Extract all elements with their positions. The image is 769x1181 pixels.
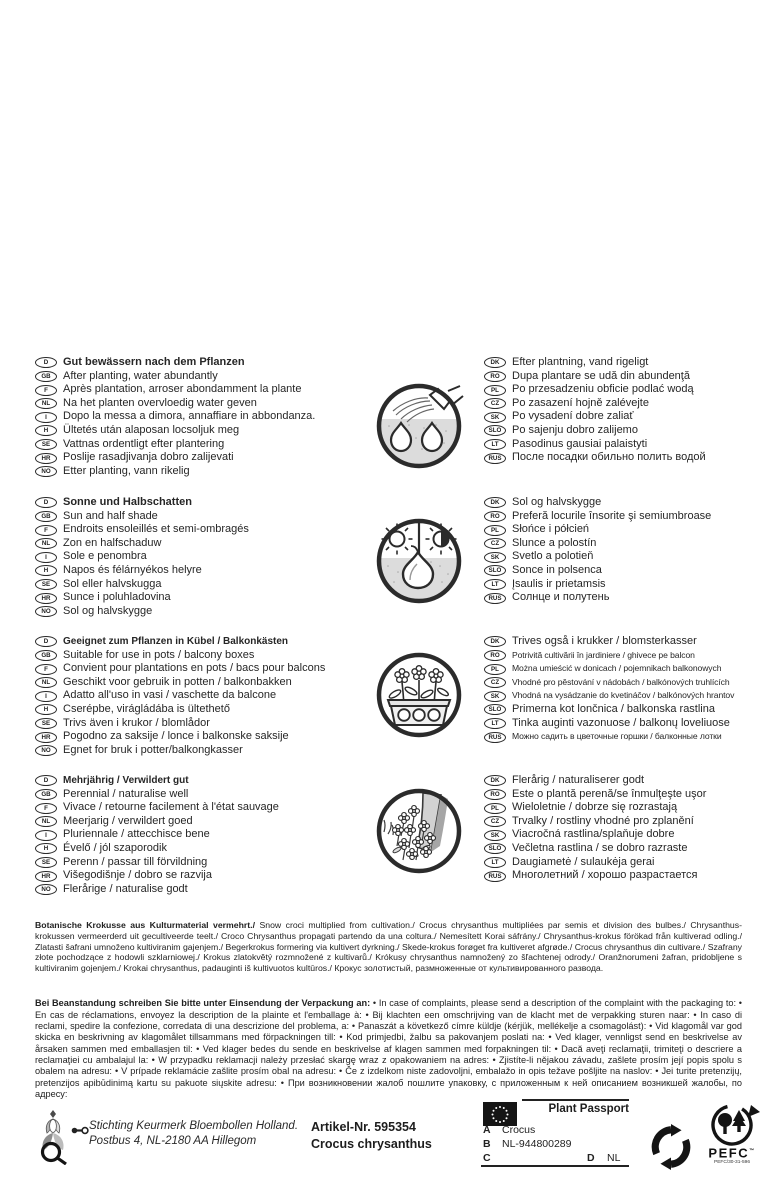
pefc-trademark-symbol: ™	[749, 1148, 756, 1154]
language-code-badge: D	[35, 357, 57, 368]
language-row	[35, 438, 377, 452]
instruction-text: Sun and half shade	[63, 509, 158, 522]
language-code-badge: HR	[35, 453, 57, 464]
language-code-badge: PL	[484, 803, 506, 814]
language-row	[484, 510, 747, 524]
language-code-badge: SLO	[484, 704, 506, 715]
plant-passport-label-d: D	[587, 1152, 595, 1164]
language-row	[484, 703, 747, 717]
language-row	[35, 788, 377, 802]
instruction-text: Vhodná na vysádzanie do kvetináčov / balkónových hrantov	[512, 690, 735, 701]
language-row	[35, 605, 377, 619]
language-row	[35, 689, 377, 703]
sun-half-shade-icon	[374, 516, 464, 606]
plant-passport-value-d: NL	[607, 1152, 621, 1164]
language-code-badge: F	[35, 525, 57, 536]
instruction-text: Sol og halvskygge	[63, 604, 153, 617]
language-row	[484, 828, 747, 842]
instruction-text: Flerårige / naturalise godt	[63, 882, 188, 895]
plant-passport-box	[481, 1099, 629, 1167]
language-code-badge: SE	[35, 857, 57, 868]
instruction-text: Dupa plantare se udă din abundenţă	[512, 369, 690, 382]
language-row	[35, 550, 377, 564]
instruction-text: Po zasazení hojně zalévejte	[512, 396, 649, 409]
language-code-badge: CZ	[484, 398, 506, 409]
language-code-badge: SK	[484, 552, 506, 563]
instruction-text: Vivace / retourne facilement à l'état sauvage	[63, 801, 279, 814]
language-column-left	[35, 635, 377, 757]
instruction-text: Mehrjährig / Verwildert gut	[63, 775, 189, 786]
language-column-left	[35, 356, 377, 478]
watering-icon	[374, 381, 464, 471]
instruction-text: Etter planting, vann rikelig	[63, 464, 190, 477]
language-row	[484, 635, 747, 649]
language-row	[484, 356, 747, 370]
key-icon	[71, 1122, 89, 1131]
language-row	[35, 537, 377, 551]
language-code-badge: RO	[484, 789, 506, 800]
instruction-text: Preferă locurile însorite şi semiumbroase	[512, 509, 712, 522]
instruction-text: Sol og halvskygge	[512, 496, 602, 508]
producer-address-line2: Postbus 4, NL-2180 AA Hillegom	[89, 1135, 257, 1147]
language-row	[35, 397, 377, 411]
language-code-badge: CZ	[484, 538, 506, 549]
language-code-badge: RUS	[484, 453, 506, 464]
instruction-text: Po sajenju dobro zalijemo	[512, 423, 638, 436]
language-code-badge: HR	[35, 871, 57, 882]
pefc-wordmark	[698, 1145, 766, 1159]
instruction-text: Pluriennale / attecchisce bene	[63, 828, 210, 841]
language-row	[484, 869, 747, 883]
pefc-license-number: PEFC/30-31-596	[714, 1160, 750, 1166]
instruction-text: Można umieścić w donicach / pojemnikach balkonowych	[512, 663, 722, 674]
language-column-left	[35, 774, 377, 896]
instruction-text: Adatto all'uso in vasi / vaschette da balcone	[63, 689, 277, 702]
pefc-name-text: PEFC	[708, 1145, 750, 1161]
language-row	[484, 451, 747, 465]
complaints-paragraph	[35, 998, 742, 1100]
language-code-badge: NO	[35, 466, 57, 477]
instruction-text: Convient pour plantations en pots / bacs pour balcons	[63, 662, 326, 675]
language-row	[484, 842, 747, 856]
complaints-text: • In case of complaints, please send a description of the complaint with the packaging to: • En cas de réclamations, envoyez la description de la plainte et l'emballage à: • Bij klachten een omschrijving van de klacht met de verpakking sturen naar: • In caso di reclami, spedire la confezione, corredata di una descrizione del problema, a: • Panaszát a következő címre küldje (kérjük, mellékelje a csomagolást): • Vid klagomål var god skicka en beskrivning av klagomålet tillsammans med förpackningen till: • Kod primjedbi, žalbu sa pakovanjem poslati na: • Ved klager, vennligst send en beskrivelse av årsaken sammen med emballasjen til: • Ved klager bedes du sende en beskrivelse af klagen sammen med forpakningen til: • Dacă aveţi reclamaţii, trimiteţi o descriere a reclamaţiei cu ambalajul la: • W przypadku reklamacji należy przesłać skargę wraz z opakowaniem na adres: • Zjistíte-li nějakou závadu, zašlete prosím její popis spolu s obalem na adresu: • V prípade reklamácie zašlite prosím obal na adresu: • Če z izdelkom niste zadovoljni, embalažo in opis težave pošljite na naslov: • Jei turite pretenzijų, pretenzijos apibūdinimą kartu su pakuote siųskite adresu: • При возникновении жалоб пошлите упаковку, с приложенным к ней описанием возникшей жалобы, по адресу:	[35, 998, 742, 1099]
instruction-text: Gut bewässern nach dem Pflanzen	[63, 356, 245, 368]
language-code-badge: NL	[35, 677, 57, 688]
instruction-text: Na het planten overvloedig water geven	[63, 396, 257, 409]
language-row	[35, 869, 377, 883]
instruction-text: Trvalky / rostliny vhodné pro zplanění	[512, 814, 694, 827]
instruction-text: Daugiametė / sulaukėja gerai	[512, 855, 655, 868]
instruction-text: Po vysadení dobre zaliať	[512, 410, 634, 423]
language-row	[484, 370, 747, 384]
instruction-text: Wieloletnie / dobrze się rozrastają	[512, 801, 678, 814]
language-code-badge: LT	[484, 579, 506, 590]
language-column-right	[484, 356, 747, 465]
language-row	[35, 424, 377, 438]
plant-passport-value-a: Crocus	[502, 1124, 536, 1136]
language-row	[35, 662, 377, 676]
instruction-text: Efter plantning, vand rigeligt	[512, 356, 649, 368]
language-row	[484, 815, 747, 829]
instruction-text: Geschikt voor gebruik in potten / balkonbakken	[63, 675, 292, 688]
plant-passport-top-rule	[522, 1099, 629, 1101]
language-code-badge: HR	[35, 732, 57, 743]
recycle-green-dot-icon	[648, 1124, 694, 1170]
botanical-origin-paragraph	[35, 920, 742, 975]
instruction-text: Słońce i półcień	[512, 523, 590, 536]
instruction-text: Pogodno za saksije / lonce i balkonske saksije	[63, 730, 289, 743]
instruction-text: Tinka auginti vazonuose / balkonų loveliuose	[512, 716, 730, 729]
instruction-text: Egnet for bruk i potter/balkongkasser	[63, 743, 243, 756]
instruction-text: Sunce i poluhladovina	[63, 591, 171, 604]
language-row	[35, 465, 377, 479]
language-code-badge: SK	[484, 830, 506, 841]
language-code-badge: NL	[35, 816, 57, 827]
botanical-origin-text: Snow croci multiplied from cultivation./ Crocus chrysanthus multipliées par semis et division des bulbes./ Chrysanthus-krokussen vermeerderd uit gecultiveerde teelt./ Croco Chrysanthus propagati partendo da una coltura./ Nemesített Korai sáfrány./ Chrysanthus-krokus förökad från kultiverad odling./ Zlatasti šafrani umnoženo kultiviranim gajenjem./ Begerkrokus formering via kultivert dyrkning./ Skede-krokus forøget fra kultiveret afgrøde./ Crocus chrysanthus din cultivare./ Szafrany złote pochodzące z hodowli szklarniowej./ Krokus zlatokvětý rozmnožené z kultivarů./ Krókusy chrysanthus namnožený zo šľachtenej odrody./ Oranžnorumeni žafran, pridobljene s kultiviranim gojenjem./ Krokai chrysanthus, padauginti iš kultivuotos kultūros./ Крокус золотистый, размноженные от культивированного развода.	[35, 919, 743, 974]
language-code-badge: HR	[35, 593, 57, 604]
instruction-text: Trives også i krukker / blomsterkasser	[512, 635, 697, 647]
language-row	[484, 496, 747, 510]
language-row	[484, 649, 747, 663]
producer-address-line1: Stichting Keurmerk Bloembollen Holland.	[89, 1120, 299, 1132]
language-code-badge: H	[35, 843, 57, 854]
language-row	[35, 496, 377, 510]
language-code-badge: F	[35, 803, 57, 814]
language-code-badge: SK	[484, 691, 506, 702]
language-code-badge: SLO	[484, 843, 506, 854]
instruction-text: Primerna kot lončnica / balkonska rastlina	[512, 702, 715, 715]
language-code-badge: RUS	[484, 593, 506, 604]
language-row	[35, 856, 377, 870]
eu-flag	[483, 1102, 517, 1126]
language-row	[35, 451, 377, 465]
language-code-badge: CZ	[484, 816, 506, 827]
language-code-badge: NO	[35, 606, 57, 617]
language-code-badge: NL	[35, 398, 57, 409]
language-row	[35, 828, 377, 842]
instruction-text: Slunce a polostín	[512, 536, 597, 549]
language-code-badge: SE	[35, 579, 57, 590]
language-row	[35, 730, 377, 744]
instruction-text: Dopo la messa a dimora, annaffiare in abbondanza.	[63, 410, 316, 423]
language-column-right	[484, 635, 747, 744]
instruction-text: Après plantation, arroser abondamment la plante	[63, 383, 302, 396]
language-code-badge: NO	[35, 884, 57, 895]
language-code-badge: D	[35, 636, 57, 647]
instruction-text: Многолетний / хорошо разрастается	[512, 869, 698, 882]
language-row	[484, 856, 747, 870]
instruction-text: Ültetés után alaposan locsoljuk meg	[63, 423, 240, 436]
instruction-text: Potrivită cultivării în jardiniere / ghivece pe balcon	[512, 649, 695, 660]
instruction-text: Sol eller halvskugga	[63, 577, 162, 590]
language-row	[35, 410, 377, 424]
language-code-badge: DK	[484, 636, 506, 647]
instruction-text: Perennial / naturalise well	[63, 787, 189, 800]
language-row	[35, 578, 377, 592]
instruction-text: Trivs även i krukor / blomlådor	[63, 716, 210, 729]
language-code-badge: GB	[35, 511, 57, 522]
plant-passport-title: Plant Passport	[548, 1103, 629, 1115]
language-code-badge: DK	[484, 357, 506, 368]
keurmerk-bloembollen-logo	[36, 1109, 70, 1165]
language-code-badge: I	[35, 691, 57, 702]
language-code-badge: SLO	[484, 425, 506, 436]
plant-passport-row-a	[483, 1124, 535, 1136]
language-row	[35, 383, 377, 397]
instruction-text: Įsaulis ir prietamsis	[512, 577, 606, 590]
language-code-badge: H	[35, 704, 57, 715]
language-row	[35, 703, 377, 717]
plant-passport-label-a: A	[483, 1124, 491, 1136]
language-code-badge: F	[35, 664, 57, 675]
instruction-text: Este o plantă perenă/se înmulţeşte uşor	[512, 787, 707, 800]
language-code-badge: SK	[484, 412, 506, 423]
instruction-text: Večletna rastlina / se dobro razraste	[512, 841, 688, 854]
language-row	[484, 537, 747, 551]
language-column-left	[35, 496, 377, 618]
language-column-right	[484, 496, 747, 605]
language-code-badge: F	[35, 385, 57, 396]
instruction-text: Sonne und Halbschatten	[63, 496, 192, 508]
language-row	[35, 356, 377, 370]
language-row	[35, 744, 377, 758]
language-code-badge: LT	[484, 439, 506, 450]
language-row	[484, 397, 747, 411]
language-code-badge: PL	[484, 385, 506, 396]
language-row	[35, 815, 377, 829]
language-code-badge: RUS	[484, 732, 506, 743]
language-row	[484, 410, 747, 424]
plant-passport-label-b: B	[483, 1138, 491, 1150]
plant-passport-bottom-rule	[481, 1165, 629, 1167]
language-code-badge: I	[35, 552, 57, 563]
language-row	[484, 801, 747, 815]
instruction-text: Vattnas ordentligt efter plantering	[63, 437, 225, 450]
language-code-badge: GB	[35, 371, 57, 382]
instruction-text: Évelő / jól szaporodik	[63, 841, 167, 854]
language-column-right	[484, 774, 747, 883]
language-row	[484, 662, 747, 676]
language-code-badge: SLO	[484, 565, 506, 576]
language-row	[484, 689, 747, 703]
instruction-text: Endroits ensoleillés et semi-ombragés	[63, 523, 249, 536]
language-code-badge: RO	[484, 371, 506, 382]
instruction-text: После посадки обильно полить водой	[512, 451, 706, 464]
instruction-text: Pasodinus gausiai palaistyti	[512, 437, 648, 450]
language-code-badge: SE	[35, 718, 57, 729]
instruction-text: Svetlo a polotieň	[512, 550, 594, 563]
instruction-text: Zon en halfschaduw	[63, 536, 162, 549]
product-name: Crocus chrysanthus	[311, 1137, 432, 1151]
language-row	[484, 788, 747, 802]
instruction-text: After planting, water abundantly	[63, 369, 218, 382]
instruction-text: Viacročná rastlina/splaňuje dobre	[512, 828, 675, 841]
language-row	[484, 730, 747, 744]
language-row	[484, 774, 747, 788]
language-code-badge: RO	[484, 511, 506, 522]
instruction-text: Vhodné pro pěstování v nádobách / balkónových truhlících	[512, 676, 730, 687]
language-row	[35, 649, 377, 663]
language-code-badge: LT	[484, 857, 506, 868]
language-row	[35, 564, 377, 578]
plant-passport-label-c: C	[483, 1152, 491, 1164]
language-code-badge: SE	[35, 439, 57, 450]
language-code-badge: GB	[35, 789, 57, 800]
language-code-badge: DK	[484, 497, 506, 508]
language-code-badge: NL	[35, 538, 57, 549]
language-code-badge: I	[35, 830, 57, 841]
article-info	[311, 1119, 432, 1153]
language-row	[35, 510, 377, 524]
botanical-origin-lead: Botanische Krokusse aus Kulturmaterial vermehrt./	[35, 919, 256, 930]
pefc-trees-icon	[702, 1101, 762, 1145]
language-row	[484, 591, 747, 605]
language-code-badge: I	[35, 412, 57, 423]
language-code-badge: PL	[484, 664, 506, 675]
language-row	[35, 883, 377, 897]
pefc-logo	[698, 1101, 766, 1165]
language-row	[35, 801, 377, 815]
language-row	[35, 774, 377, 788]
language-row	[484, 578, 747, 592]
instruction-text: Солнце и полутень	[512, 591, 610, 604]
language-row	[35, 370, 377, 384]
instruction-text: Perenn / passar till förvildning	[63, 855, 208, 868]
language-code-badge: LT	[484, 718, 506, 729]
plant-passport-row-c	[483, 1152, 502, 1164]
producer-address	[89, 1119, 298, 1149]
language-code-badge: H	[35, 565, 57, 576]
language-row	[484, 383, 747, 397]
balcony-pots-icon	[374, 650, 464, 740]
language-code-badge: RUS	[484, 871, 506, 882]
language-row	[35, 676, 377, 690]
language-code-badge: DK	[484, 775, 506, 786]
language-code-badge: PL	[484, 525, 506, 536]
language-row	[484, 550, 747, 564]
language-row	[35, 717, 377, 731]
article-number: Artikel-Nr. 595354	[311, 1120, 416, 1134]
language-code-badge: NO	[35, 745, 57, 756]
naturalise-icon	[374, 786, 464, 876]
instruction-text: Geeignet zum Pflanzen in Kübel / Balkonkästen	[63, 636, 289, 647]
instruction-text: Cserépbe, virágládába is ültethető	[63, 702, 230, 715]
language-code-badge: GB	[35, 650, 57, 661]
language-row	[35, 842, 377, 856]
plant-passport-row-b	[483, 1138, 571, 1150]
language-row	[35, 523, 377, 537]
language-code-badge: H	[35, 425, 57, 436]
plant-passport-value-b: NL-944800289	[502, 1138, 572, 1150]
language-code-badge: RO	[484, 650, 506, 661]
language-row	[484, 523, 747, 537]
language-code-badge: D	[35, 775, 57, 786]
instruction-text: Sonce in polsenca	[512, 563, 602, 576]
language-row	[484, 438, 747, 452]
instruction-text: Višegodišnje / dobro se razvija	[63, 869, 212, 882]
instruction-text: Можно садить в цветочные горшки / балконные лотки	[512, 731, 722, 742]
instruction-text: Sole e penombra	[63, 550, 147, 563]
language-row	[484, 717, 747, 731]
language-row	[35, 591, 377, 605]
language-code-badge: CZ	[484, 677, 506, 688]
instruction-text: Suitable for use in pots / balcony boxes	[63, 648, 255, 661]
instruction-text: Flerårig / naturaliserer godt	[512, 774, 645, 786]
complaints-lead: Bei Beanstandung schreiben Sie bitte unter Einsendung der Verpackung an:	[35, 998, 371, 1009]
language-row	[484, 676, 747, 690]
instruction-text: Napos és félárnyékos helyre	[63, 563, 202, 576]
instruction-text: Po przesadzeniu obficie podlać wodą	[512, 383, 694, 396]
instruction-text: Poslije rasadjivanja dobro zalijevati	[63, 451, 234, 464]
language-row	[484, 424, 747, 438]
language-row	[35, 635, 377, 649]
language-code-badge: D	[35, 497, 57, 508]
language-row	[484, 564, 747, 578]
instruction-text: Meerjarig / verwildert goed	[63, 814, 193, 827]
